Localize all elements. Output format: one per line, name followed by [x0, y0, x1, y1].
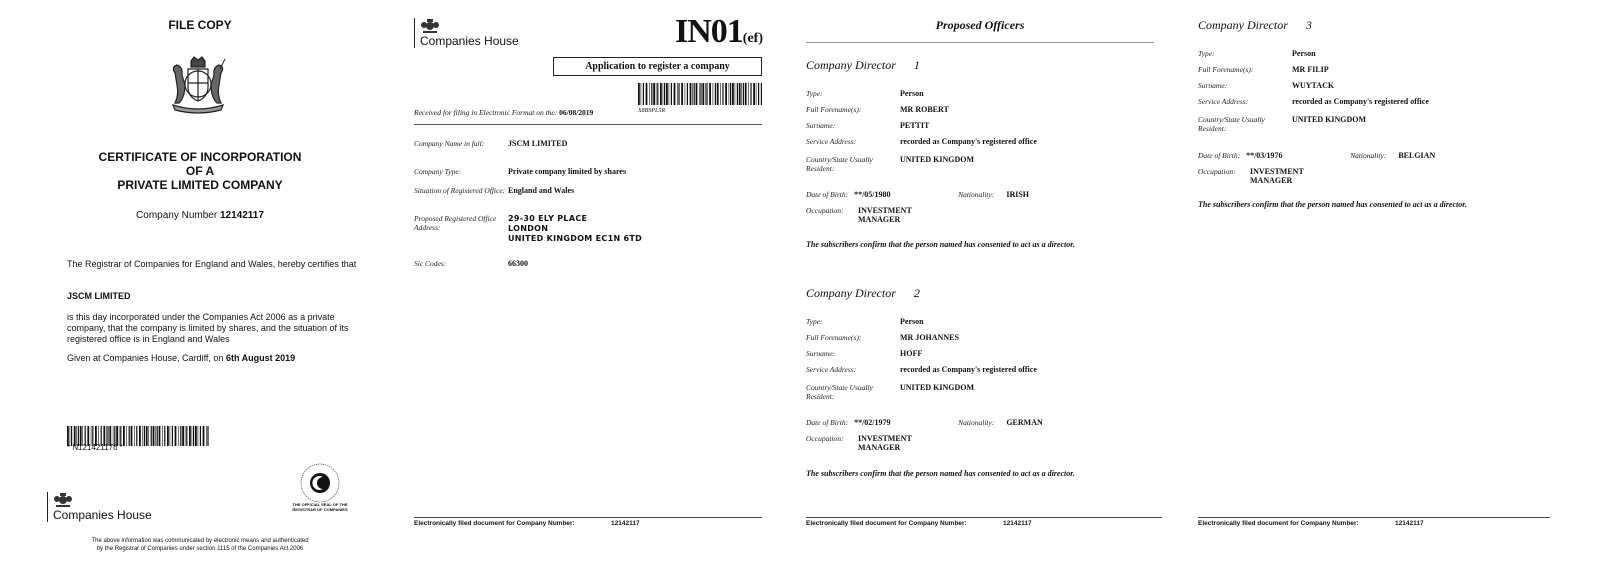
dob-value: **/02/1979: [854, 418, 891, 427]
mini-crest-icon: [53, 492, 73, 508]
barcode-bar: [159, 426, 161, 446]
field-value: England and Wales: [508, 186, 575, 195]
field-label: Surname:: [806, 349, 836, 358]
director-occupation: [806, 206, 912, 224]
occupation-line: MANAGER: [858, 215, 901, 224]
footer-company-number: 12142117: [611, 520, 640, 527]
filing-barcode: [638, 83, 762, 105]
barcode-bar: [155, 426, 156, 446]
barcode-bar: [748, 83, 749, 105]
field-label: Type:: [806, 89, 823, 98]
director-heading-label: Company Director: [1198, 18, 1288, 32]
field-value: MR JOHANNES: [900, 333, 959, 342]
director-heading: [1198, 18, 1312, 33]
field-value: 66300: [508, 259, 528, 268]
footnote-line: The above information was communicated by electronic means and authenticated: [91, 538, 309, 544]
director-surname: [806, 349, 922, 358]
barcode-bar: [139, 426, 141, 446]
footer-company-number: 12142117: [1003, 520, 1032, 527]
field-value: UNITED KINGDOM: [900, 155, 975, 164]
barcode-bar: [741, 83, 742, 105]
field-value: Person: [900, 89, 924, 98]
barcode-bar: [157, 426, 158, 446]
certificate-page: [0, 0, 400, 567]
barcode-bar: [702, 83, 704, 105]
address-line: 29-30 ELY PLACE: [508, 214, 588, 223]
barcode-bar: [136, 426, 137, 446]
companies-house-text: Companies House: [53, 508, 152, 522]
barcode-bar: [195, 426, 197, 446]
received-line: [414, 108, 593, 117]
director-service-address: [806, 137, 1037, 146]
nationality-value: IRISH: [1006, 190, 1030, 199]
barcode-bar: [126, 426, 127, 446]
barcode-bar: [123, 426, 125, 446]
barcode-bar: [186, 426, 187, 446]
barcode-bar: [700, 83, 701, 105]
barcode-bar: [663, 83, 664, 105]
occupation-line: MANAGER: [1250, 176, 1293, 185]
barcode-number: * N121421176 *: [67, 443, 123, 452]
barcode-bar: [664, 83, 665, 105]
field-value: HOFF: [900, 349, 923, 358]
form-title-box: Application to register a company: [553, 57, 762, 76]
officers-page: [800, 0, 1190, 567]
certificate-title: [0, 150, 400, 192]
barcode-bar: [671, 83, 672, 105]
field-value: recorded as Company's registered office: [900, 137, 1037, 146]
certificate-title-line: PRIVATE LIMITED COMPANY: [117, 178, 283, 192]
barcode-bar: [200, 426, 201, 446]
field-label: Full Forename(s):: [806, 333, 862, 342]
director-dob-nationality: [806, 418, 1110, 427]
official-seal-icon: [300, 463, 340, 503]
field-value: MR ROBERT: [900, 105, 949, 114]
footer-label: Electronically filed document for Company Number:: [806, 520, 967, 527]
form-code-suffix: (ef): [742, 31, 763, 46]
field-label: Occupation:: [806, 434, 844, 443]
barcode-bar: [185, 426, 186, 446]
barcode-bar: [148, 426, 149, 446]
field-label: Country/State Usually Resident:: [806, 383, 873, 401]
director-type: [1198, 49, 1316, 58]
field-company-name: [414, 139, 567, 148]
given-at-prefix: Given at Companies House, Cardiff, on: [67, 353, 224, 363]
barcode-bar: [715, 83, 716, 105]
field-label: Full Forename(s):: [1198, 65, 1254, 74]
field-label: Proposed Registered Office Address:: [414, 214, 497, 232]
director-type: [806, 89, 924, 98]
companies-house-text: Companies House: [420, 34, 519, 48]
barcode-bar: [699, 83, 700, 105]
dob-value: **/03/1976: [1246, 151, 1283, 160]
barcode-bar: [737, 83, 738, 105]
field-company-type: [414, 167, 626, 176]
footer-divider: [414, 517, 762, 518]
field-value: [508, 214, 642, 244]
barcode-bar: [175, 426, 177, 446]
barcode-bar: [162, 426, 163, 446]
barcode-bar: [709, 83, 711, 105]
director-dob-nationality: [1198, 151, 1502, 160]
seal-caption-line: THE OFFICIAL SEAL OF THE: [292, 502, 348, 507]
received-date: 06/08/2019: [559, 108, 594, 117]
occupation-line: MANAGER: [858, 443, 901, 452]
barcode-bar: [706, 83, 707, 105]
authentication-footnote: [0, 537, 400, 553]
field-label: Type:: [1198, 49, 1215, 58]
given-date: 6th August 2019: [225, 353, 296, 363]
barcode-bar: [729, 83, 730, 105]
officers-divider: [806, 42, 1154, 43]
barcode-bar: [681, 83, 683, 105]
barcode-bar: [192, 426, 193, 446]
barcode-bar: [653, 83, 655, 105]
director-surname: [1198, 81, 1334, 90]
barcode-bar: [739, 83, 741, 105]
certificate-title-line: CERTIFICATE OF INCORPORATION: [98, 150, 302, 164]
barcode-bar: [643, 83, 644, 105]
field-label: Occupation:: [806, 206, 844, 215]
field-label: Sic Codes:: [414, 259, 447, 268]
director-forename: [806, 333, 959, 342]
field-value: [858, 206, 912, 224]
director-heading-label: Company Director: [806, 58, 896, 72]
barcode-bar: [206, 426, 207, 446]
footer-label: Electronically filed document for Company Number:: [1198, 520, 1359, 527]
barcode-bar: [142, 426, 143, 446]
footer-divider: [1198, 517, 1550, 518]
field-label: Service Address:: [1198, 97, 1249, 106]
field-label: Full Forename(s):: [806, 105, 862, 114]
barcode-bar: [180, 426, 181, 446]
barcode-bar: [753, 83, 755, 105]
field-value: recorded as Company's registered office: [900, 365, 1037, 374]
barcode-bar: [756, 83, 757, 105]
certificate-title-line: OF A: [185, 164, 215, 178]
barcode-bar: [690, 83, 692, 105]
barcode-bar: [730, 83, 731, 105]
header-divider: [414, 124, 762, 125]
barcode-bar: [189, 426, 191, 446]
barcode-bar: [717, 83, 719, 105]
director-surname: [806, 121, 929, 130]
barcode-bar: [732, 83, 734, 105]
field-label: Company Name in full:: [414, 139, 485, 148]
barcode-bar: [735, 83, 736, 105]
director-country: [806, 155, 974, 173]
barcode-bar: [725, 83, 727, 105]
barcode-bar: [758, 83, 759, 105]
officers-title: Proposed Officers: [935, 18, 1025, 32]
field-label: Service Address:: [806, 365, 857, 374]
director-heading: [806, 286, 920, 301]
in01-page: [400, 0, 800, 567]
barcode-bar: [678, 83, 679, 105]
field-label: Country/State Usually Resident:: [1198, 115, 1265, 133]
occupation-line: INVESTMENT: [858, 434, 912, 443]
consent-statement: The subscribers confirm that the person named has consented to act as a director.: [806, 240, 1075, 249]
field-value: PETTIT: [900, 121, 930, 130]
director-heading: [806, 58, 920, 73]
field-value: JSCM LIMITED: [508, 139, 568, 148]
barcode-bar: [178, 426, 179, 446]
barcode-bar: [646, 83, 648, 105]
dob-label: Date of Birth:: [806, 418, 849, 427]
barcode-bar: [193, 426, 194, 446]
field-label: Occupation:: [1198, 167, 1236, 176]
nationality-label: Nationality:: [1350, 151, 1387, 160]
field-value: Person: [1292, 49, 1316, 58]
field-value: WUYTACK: [1292, 81, 1335, 90]
director-country: [806, 383, 974, 401]
nationality-label: Nationality:: [958, 190, 995, 199]
barcode-bar: [692, 83, 693, 105]
barcode-bar: [745, 83, 747, 105]
barcode-bar: [750, 83, 751, 105]
barcode-bar: [172, 426, 173, 446]
field-value: [1250, 167, 1304, 185]
barcode-bar: [651, 83, 652, 105]
barcode-bar: [685, 83, 686, 105]
footer-label: Electronically filed document for Company Number:: [414, 520, 575, 527]
director-occupation: [1198, 167, 1304, 185]
barcode-bar: [134, 426, 135, 446]
field-value: UNITED KINGDOM: [1292, 115, 1367, 124]
footer-divider: [806, 517, 1162, 518]
seal-caption: [285, 502, 355, 512]
dob-value: **/05/1980: [854, 190, 891, 199]
officers-page-continued: [1190, 0, 1600, 567]
barcode-bar: [207, 426, 208, 446]
director-number: 3: [1305, 18, 1312, 32]
director-number: 1: [913, 58, 920, 72]
barcode-bar: [656, 83, 657, 105]
company-number-line: [0, 210, 400, 221]
barcode-bar: [694, 83, 695, 105]
barcode-bar: [198, 426, 199, 446]
director-occupation: [806, 434, 912, 452]
barcode-bar: [641, 83, 642, 105]
barcode-bar: [649, 83, 650, 105]
incorporated-text: is this day incorporated under the Companies Act 2006 as a private company, that the company is limited by shares, and the situation of its registered office is in England and Wales: [67, 312, 349, 344]
barcode-bar: [164, 426, 165, 446]
field-label: Country/State Usually Resident:: [806, 155, 873, 173]
footnote-line: by the Registrar of Companies under section 1115 of the Companies Act 2006: [96, 546, 304, 552]
consent-statement: The subscribers confirm that the person named has consented to act as a director.: [806, 469, 1075, 478]
nationality-value: GERMAN: [1006, 418, 1043, 427]
field-registered-office-situation: [414, 186, 574, 195]
company-number-label: Company Number: [136, 210, 218, 221]
director-dob-nationality: [806, 190, 1110, 199]
director-service-address: [1198, 97, 1429, 106]
barcode-bar: [129, 426, 130, 446]
director-forename: [806, 105, 949, 114]
director-forename: [1198, 65, 1329, 74]
barcode-bar: [182, 426, 184, 446]
barcode-bar: [687, 83, 688, 105]
field-label: Company Type:: [414, 167, 462, 176]
director-number: 2: [913, 286, 920, 300]
consent-statement: The subscribers confirm that the person named has consented to act as a director.: [1198, 200, 1467, 209]
mini-crest-icon: [420, 18, 440, 34]
barcode-bar: [677, 83, 678, 105]
form-code: [675, 13, 763, 51]
field-label: Surname:: [1198, 81, 1228, 90]
barcode-bar: [151, 426, 152, 446]
certifies-text: The Registrar of Companies for England and Wales, hereby certifies that: [67, 259, 357, 269]
address-line: LONDON: [508, 224, 549, 233]
nationality-value: BELGIAN: [1398, 151, 1436, 160]
barcode-bar: [146, 426, 148, 446]
barcode-bar: [743, 83, 744, 105]
barcode-bar: [666, 83, 668, 105]
barcode-caption: X8B9PL5R: [638, 108, 665, 114]
given-at-line: [67, 353, 367, 364]
dob-label: Date of Birth:: [1198, 151, 1241, 160]
barcode-bar: [669, 83, 670, 105]
barcode-bar: [153, 426, 155, 446]
royal-coat-of-arms-icon: [163, 55, 233, 115]
form-code-main: IN01: [675, 13, 743, 50]
field-label: Type:: [806, 317, 823, 326]
barcode-bar: [131, 426, 133, 446]
field-label: Situation of Registered Office:: [414, 186, 506, 195]
barcode-bar: [144, 426, 145, 446]
barcode-bar: [713, 83, 714, 105]
barcode-bar: [657, 83, 658, 105]
occupation-line: INVESTMENT: [1250, 167, 1304, 176]
barcode-bar: [203, 426, 205, 446]
field-value: recorded as Company's registered office: [1292, 97, 1429, 106]
company-number-value: 12142117: [219, 210, 264, 221]
barcode-bar: [720, 83, 721, 105]
occupation-line: INVESTMENT: [858, 206, 912, 215]
director-heading-label: Company Director: [806, 286, 896, 300]
barcode-bar: [722, 83, 723, 105]
field-value: MR FILIP: [1292, 65, 1329, 74]
companies-house-logo: [414, 18, 519, 48]
barcode-bar: [674, 83, 676, 105]
field-value: UNITED KINGDOM: [900, 383, 975, 392]
field-value: Private company limited by shares: [508, 167, 627, 176]
barcode-bar: [705, 83, 706, 105]
seal-caption-line: REGISTRAR OF COMPANIES: [292, 507, 348, 512]
companies-house-logo: [47, 492, 152, 522]
director-type: [806, 317, 924, 326]
field-sic-codes: [414, 259, 528, 268]
nationality-label: Nationality:: [958, 418, 995, 427]
director-service-address: [806, 365, 1037, 374]
barcode-bar: [696, 83, 698, 105]
barcode-bar: [170, 426, 171, 446]
barcode-bar: [660, 83, 662, 105]
director-country: [1198, 115, 1366, 133]
field-registered-office-address: [414, 214, 642, 244]
barcode-bar: [761, 83, 762, 105]
file-copy-heading: FILE COPY: [168, 18, 232, 32]
footer-company-number: 12142117: [1395, 520, 1424, 527]
dob-label: Date of Birth:: [806, 190, 849, 199]
address-line: UNITED KINGDOM EC1N 6TD: [508, 234, 643, 243]
barcode-bar: [638, 83, 640, 105]
received-label: Received for filing in Electronic Format on the:: [414, 108, 558, 117]
certificate-company-name: JSCM LIMITED: [67, 291, 131, 301]
barcode-bar: [167, 426, 169, 446]
field-label: Service Address:: [806, 137, 857, 146]
field-value: Person: [900, 317, 924, 326]
field-value: [858, 434, 912, 452]
field-label: Surname:: [806, 121, 836, 130]
